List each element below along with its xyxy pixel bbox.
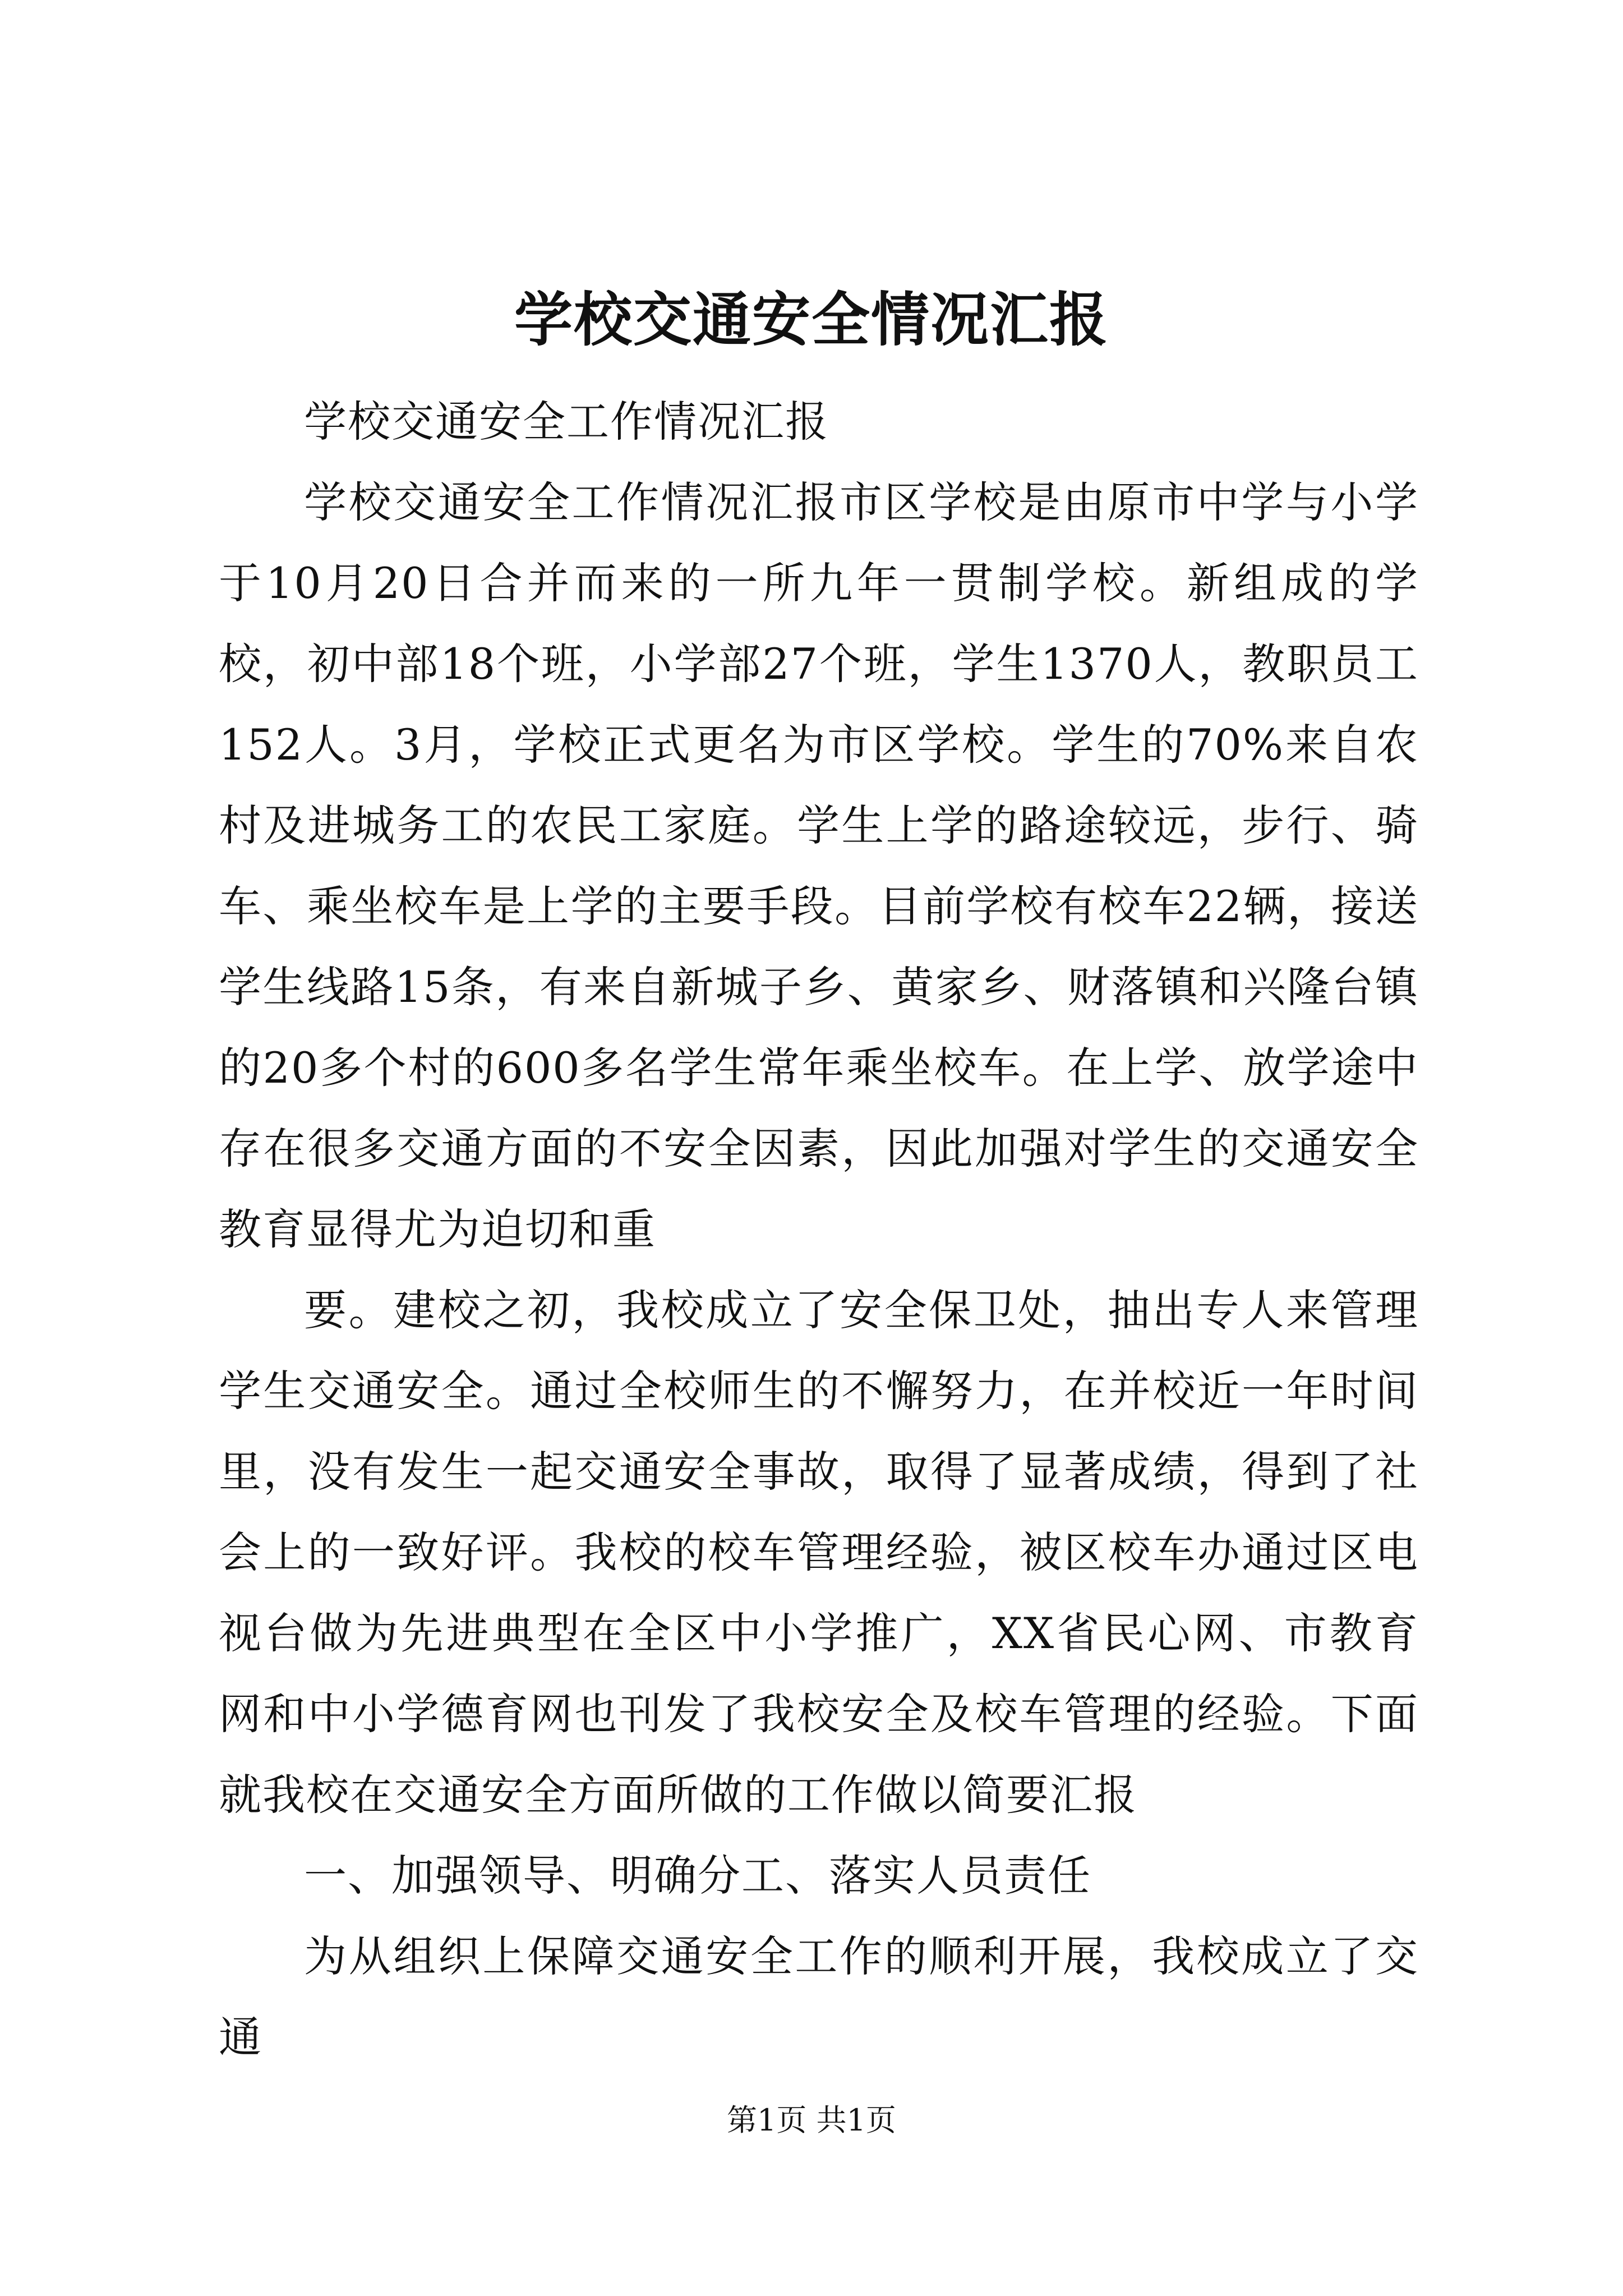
paragraph-section-1: 为从组织上保障交通安全工作的顺利开展，我校成立了交通 xyxy=(219,1931,1419,2062)
section-heading-1: 一、加强领导、明确分工、落实人员责任 xyxy=(304,1851,1091,1901)
paragraph-achievements: 要。建校之初，我校成立了安全保卫处，抽出专人来管理学生交通安全。通过全校师生的不懈努力，在并校近一年时间里，没有发生一起交通安全事故，取得了显著成绩，得到了社会上的一致好评。我校的校车管理经验，被区校车办通过区电视台做为先进典型在全区中小学推广，XX省民心网、市教育网和中小学德育网也刊发了我校安全及校车管理的经验。下面就我校在交通安全方面所做的工作做以简要汇报 xyxy=(219,1285,1419,1820)
paragraph-subtitle: 学校交通安全工作情况汇报 xyxy=(304,397,829,447)
document-body xyxy=(219,381,1419,2078)
document-title: 学校交通安全情况汇报 xyxy=(514,285,1109,354)
paragraph-intro: 学校交通安全工作情况汇报市区学校是由原市中学与小学于10月20日合并而来的一所九年一贯制学校。新组成的学校，初中部18个班，小学部27个班，学生1370人，教职员工152人。3月，学校正式更名为市区学校。学生的70%来自农村及进城务工的农民工家庭。学生上学的路途较远，步行、骑车、乘坐校车是上学的主要手段。目前学校有校车22辆，接送学生线路15条，有来自新城子乡、黄家乡、财落镇和兴隆台镇的20多个村的600多名学生常年乘坐校车。在上学、放学途中存在很多交通方面的不安全因素，因此加强对学生的交通安全教育显得尤为迫切和重 xyxy=(219,477,1419,1254)
page-footer: 第1页 共1页 xyxy=(727,2102,896,2138)
